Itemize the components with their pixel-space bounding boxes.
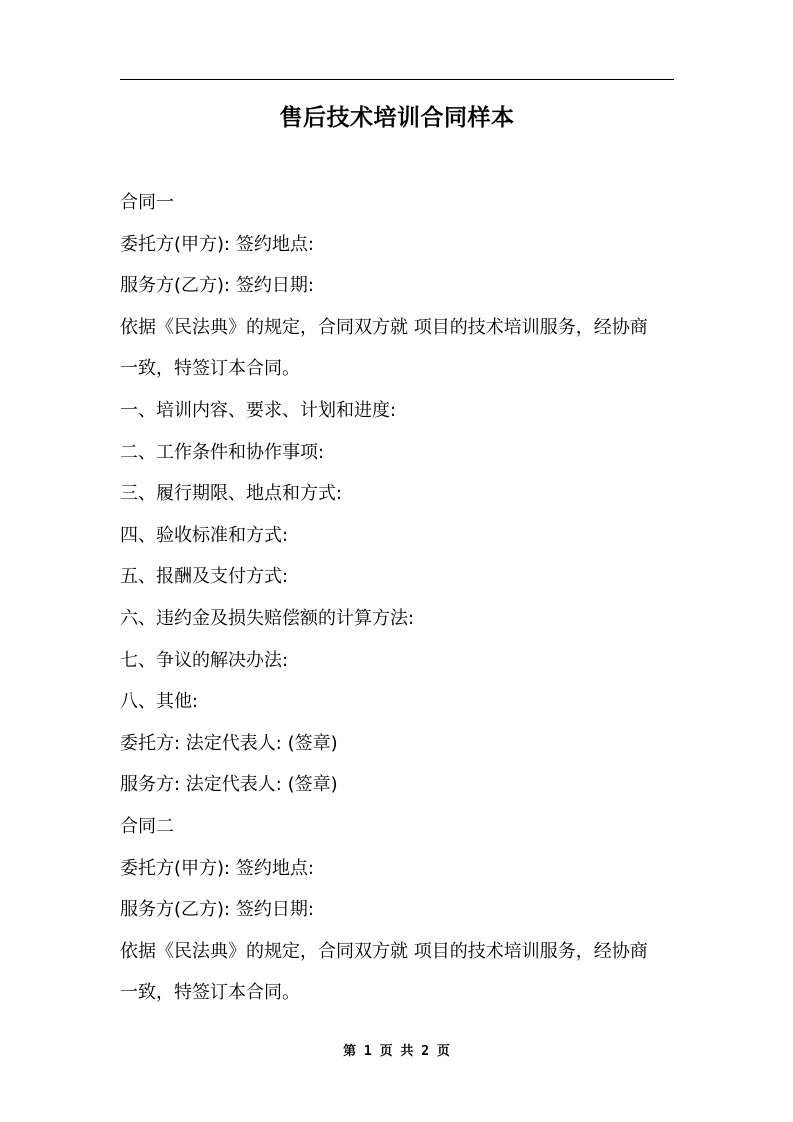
body-line: 合同一: [120, 192, 174, 213]
header-rule: [120, 79, 674, 80]
body-line: 一致，特签订本合同。: [120, 358, 300, 380]
body-line: 四、验收标准和方式:: [120, 524, 289, 546]
body-line: 依据《民法典》的规定，合同双方就 项目的技术培训服务，经协商: [120, 940, 648, 962]
body-line: 七、争议的解决办法:: [120, 649, 289, 671]
body-line: 一、培训内容、要求、计划和进度:: [120, 399, 397, 421]
body-line: 五、报酬及支付方式:: [120, 566, 289, 588]
body-line: 八、其他:: [120, 691, 199, 713]
page-number-footer: 第 1 页 共 2 页: [343, 1044, 450, 1059]
document-body: [120, 182, 680, 1014]
body-line: 三、履行期限、地点和方式:: [120, 483, 343, 505]
body-line: 服务方(乙方): 签约日期:: [120, 275, 314, 297]
body-line: 依据《民法典》的规定，合同双方就 项目的技术培训服务，经协商: [120, 316, 648, 338]
body-line: 服务方(乙方): 签约日期:: [120, 899, 314, 921]
body-line: 委托方(甲方): 签约地点:: [120, 857, 314, 879]
body-line: 委托方(甲方): 签约地点:: [120, 233, 314, 255]
body-line: 服务方: 法定代表人: (签章): [120, 774, 338, 796]
body-line: 一致，特签订本合同。: [120, 982, 300, 1004]
body-line: 委托方: 法定代表人: (签章): [120, 732, 338, 754]
document-title: 售后技术培训合同样本: [279, 105, 515, 131]
body-line: 六、违约金及损失赔偿额的计算方法:: [120, 607, 415, 629]
body-line: 二、工作条件和协作事项:: [120, 441, 325, 463]
body-line: 合同二: [120, 815, 174, 837]
